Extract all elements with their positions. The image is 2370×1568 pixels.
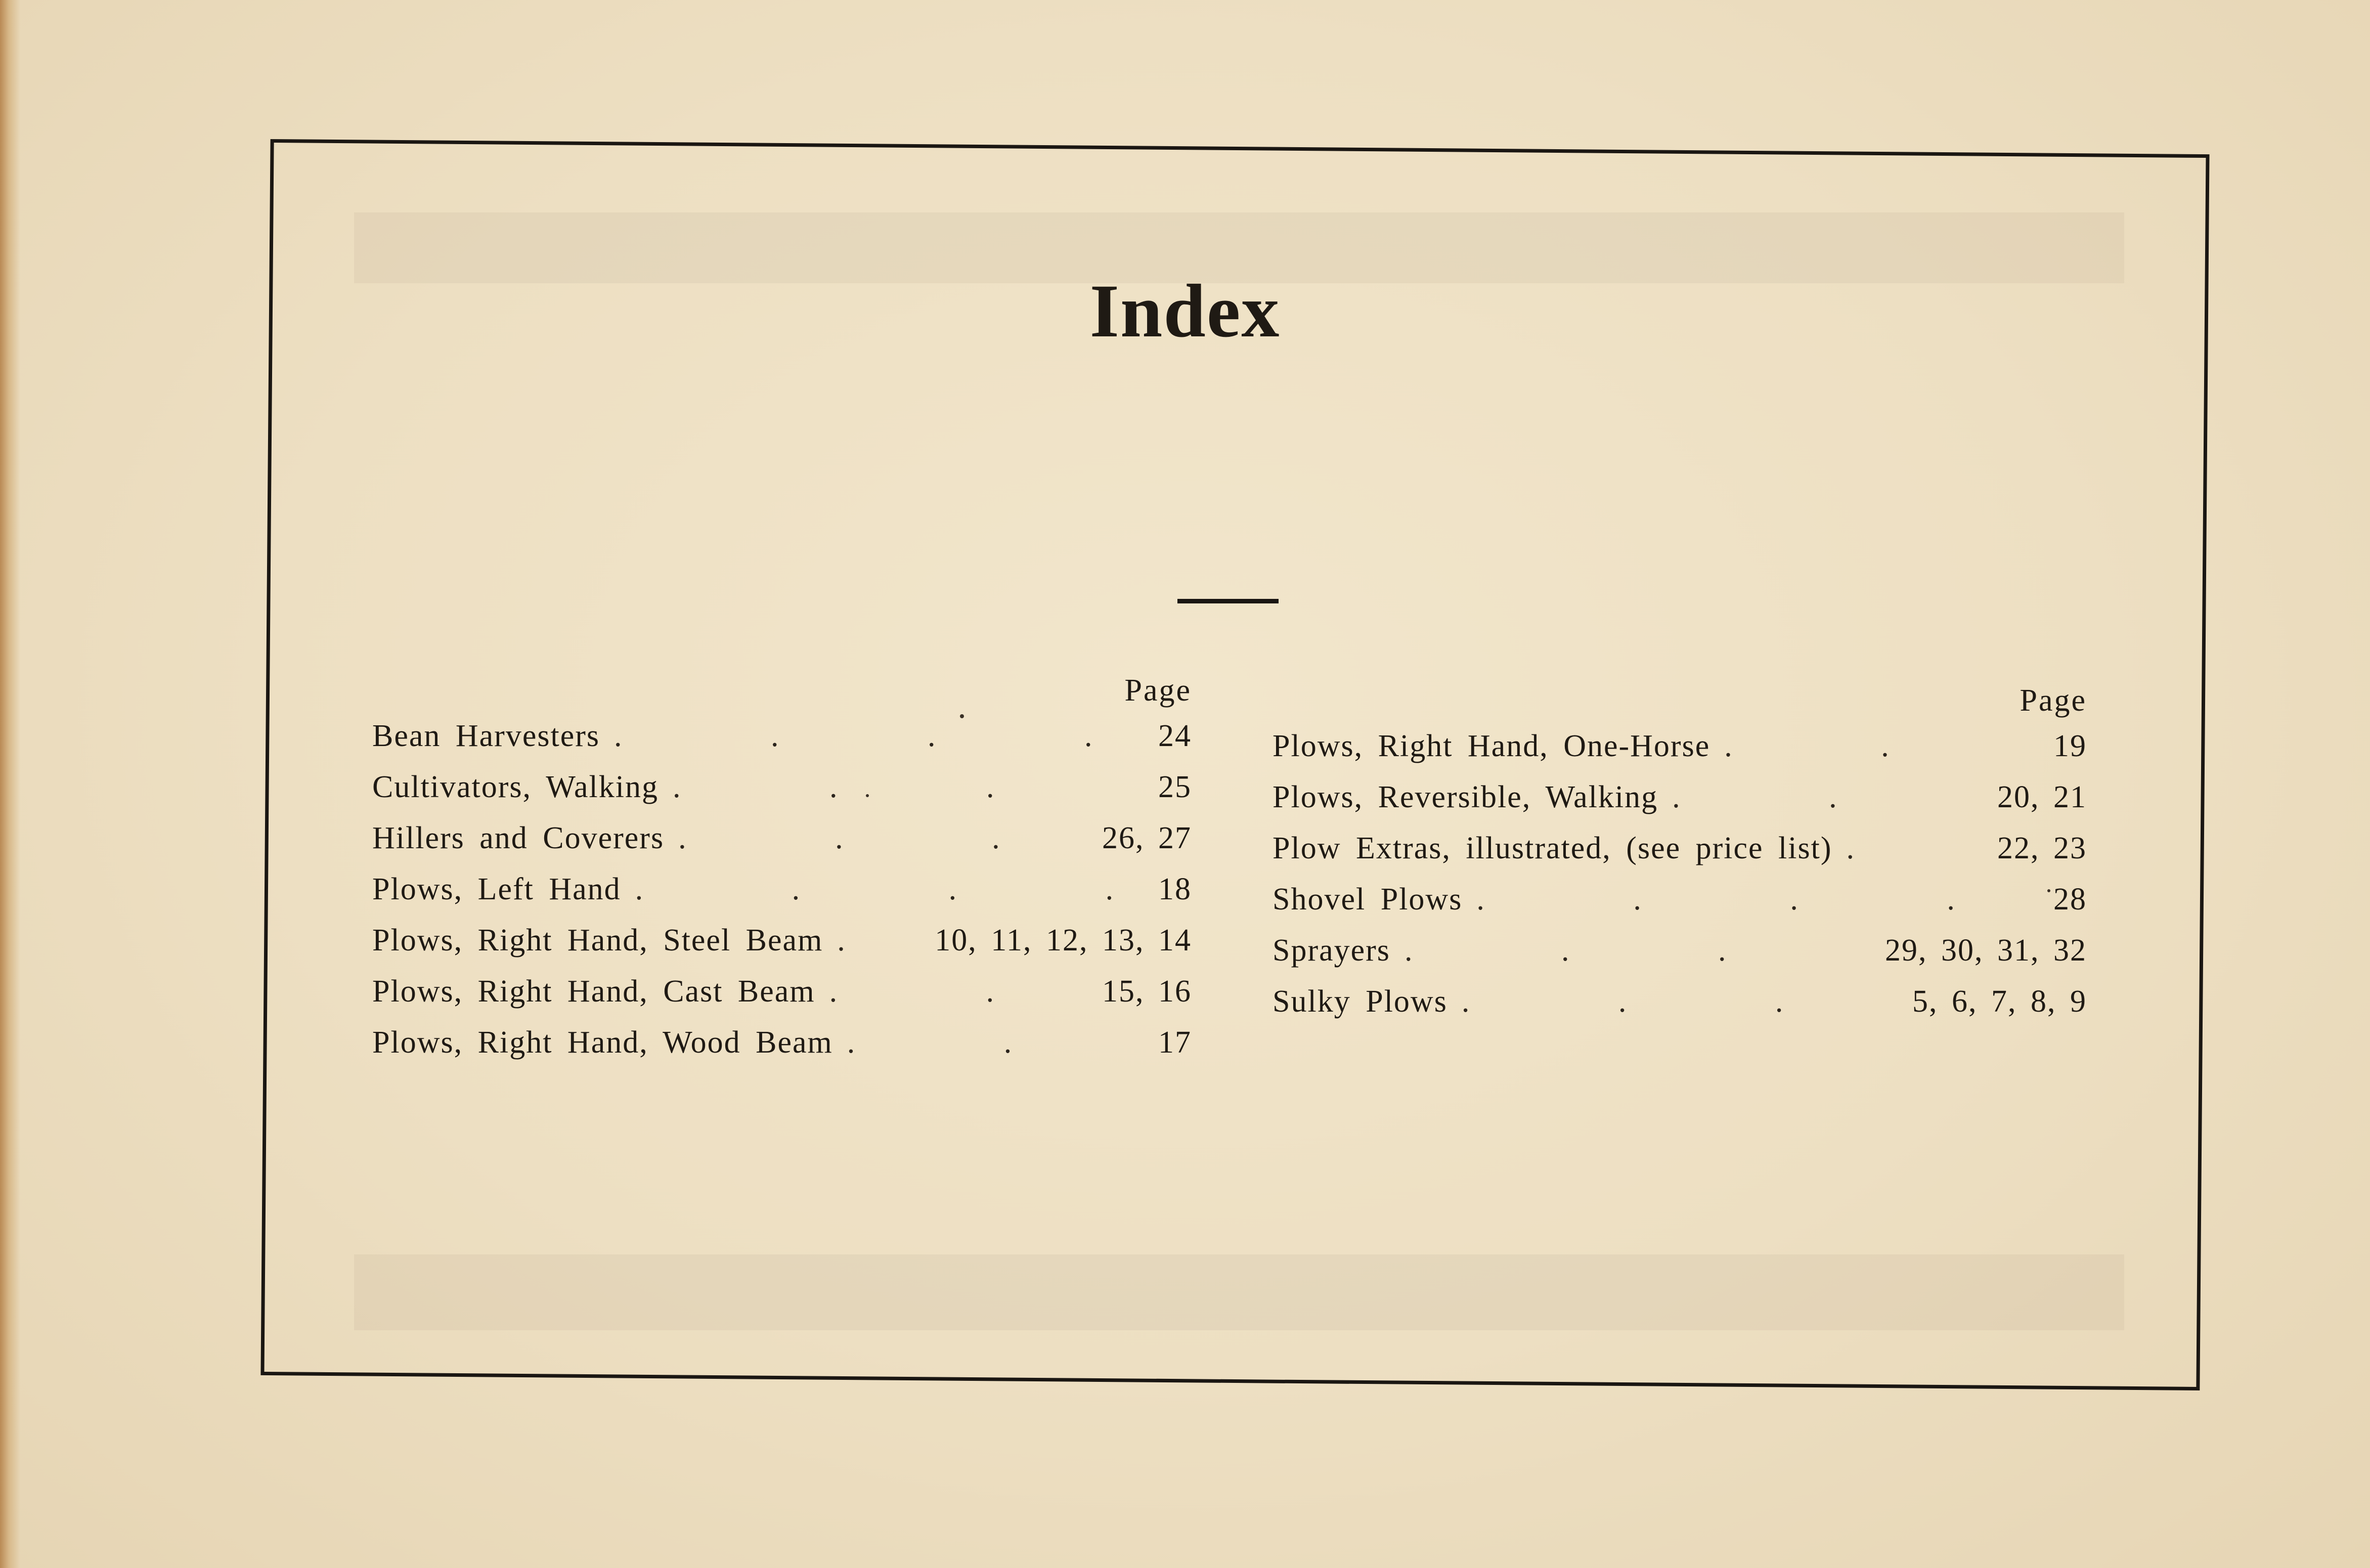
entry-name: Cultivators, Walking bbox=[372, 770, 659, 804]
print-speck bbox=[866, 794, 869, 797]
entry-pages: 17 bbox=[1158, 1025, 1192, 1060]
index-entry bbox=[372, 864, 1192, 915]
index-entry bbox=[372, 813, 1192, 864]
entry-name: Bean Harvesters bbox=[372, 719, 600, 753]
dot-leader bbox=[829, 966, 1088, 1017]
print-speck bbox=[960, 714, 964, 718]
page-title: Index bbox=[1089, 269, 1281, 353]
index-entry bbox=[1272, 976, 2087, 1027]
index-entry bbox=[372, 711, 1192, 762]
dot-leader bbox=[673, 762, 1144, 813]
index-entry bbox=[1272, 721, 2087, 772]
page-column-heading: Page bbox=[2020, 683, 2087, 718]
entry-name: Plow Extras, illustrated, (see price list) bbox=[1272, 831, 1832, 865]
page-column-heading: Page bbox=[1124, 673, 1192, 708]
index-entry bbox=[1272, 874, 2087, 925]
print-speck bbox=[2047, 889, 2050, 892]
entry-pages: 10, 11, 12, 13, 14 bbox=[935, 923, 1192, 957]
dot-leader bbox=[1846, 823, 1983, 874]
page-edge-shadow bbox=[0, 0, 20, 1568]
index-entry bbox=[372, 1017, 1192, 1068]
entry-pages: 24 bbox=[1158, 719, 1192, 753]
index-entry bbox=[372, 915, 1192, 966]
dot-leader bbox=[1672, 772, 1983, 823]
dot-leader bbox=[1476, 874, 2039, 925]
dot-leader bbox=[635, 864, 1144, 915]
entry-pages: 28 bbox=[2053, 882, 2087, 917]
dot-leader bbox=[1405, 925, 1871, 976]
entry-pages: 26, 27 bbox=[1102, 821, 1192, 855]
index-column-right bbox=[1272, 680, 2087, 1027]
index-entry bbox=[1272, 772, 2087, 823]
index-column-left bbox=[372, 670, 1192, 1068]
entry-pages: 20, 21 bbox=[1997, 780, 2087, 814]
entry-name: Plows, Right Hand, One-Horse bbox=[1272, 729, 1710, 763]
entry-pages: 5, 6, 7, 8, 9 bbox=[1912, 984, 2087, 1019]
dot-leader bbox=[614, 711, 1144, 762]
entry-name: Plows, Right Hand, Wood Beam bbox=[372, 1025, 833, 1060]
dot-leader bbox=[837, 915, 920, 966]
entry-name: Plows, Left Hand bbox=[372, 872, 621, 906]
index-entry bbox=[372, 762, 1192, 813]
index-entry bbox=[1272, 823, 2087, 874]
entry-pages: 29, 30, 31, 32 bbox=[1885, 933, 2087, 968]
entry-name: Sprayers bbox=[1272, 933, 1390, 968]
dot-leader bbox=[1724, 721, 2039, 772]
entry-pages: 19 bbox=[2053, 729, 2087, 763]
dot-leader bbox=[1462, 976, 1898, 1027]
index-entry bbox=[1272, 925, 2087, 976]
entry-name: Sulky Plows bbox=[1272, 984, 1447, 1019]
entry-name: Hillers and Coverers bbox=[372, 821, 665, 855]
entry-name: Plows, Right Hand, Cast Beam bbox=[372, 974, 815, 1009]
entry-pages: 25 bbox=[1158, 770, 1192, 804]
dot-leader bbox=[847, 1017, 1144, 1068]
entry-name: Plows, Reversible, Walking bbox=[1272, 780, 1658, 814]
entry-pages: 18 bbox=[1158, 872, 1192, 906]
entry-name: Plows, Right Hand, Steel Beam bbox=[372, 923, 823, 957]
index-entry bbox=[372, 966, 1192, 1017]
entry-pages: 22, 23 bbox=[1997, 831, 2087, 865]
dot-leader bbox=[678, 813, 1088, 864]
entry-name: Shovel Plows bbox=[1272, 882, 1463, 917]
title-underline-rule bbox=[1177, 599, 1279, 603]
entry-pages: 15, 16 bbox=[1102, 974, 1192, 1009]
